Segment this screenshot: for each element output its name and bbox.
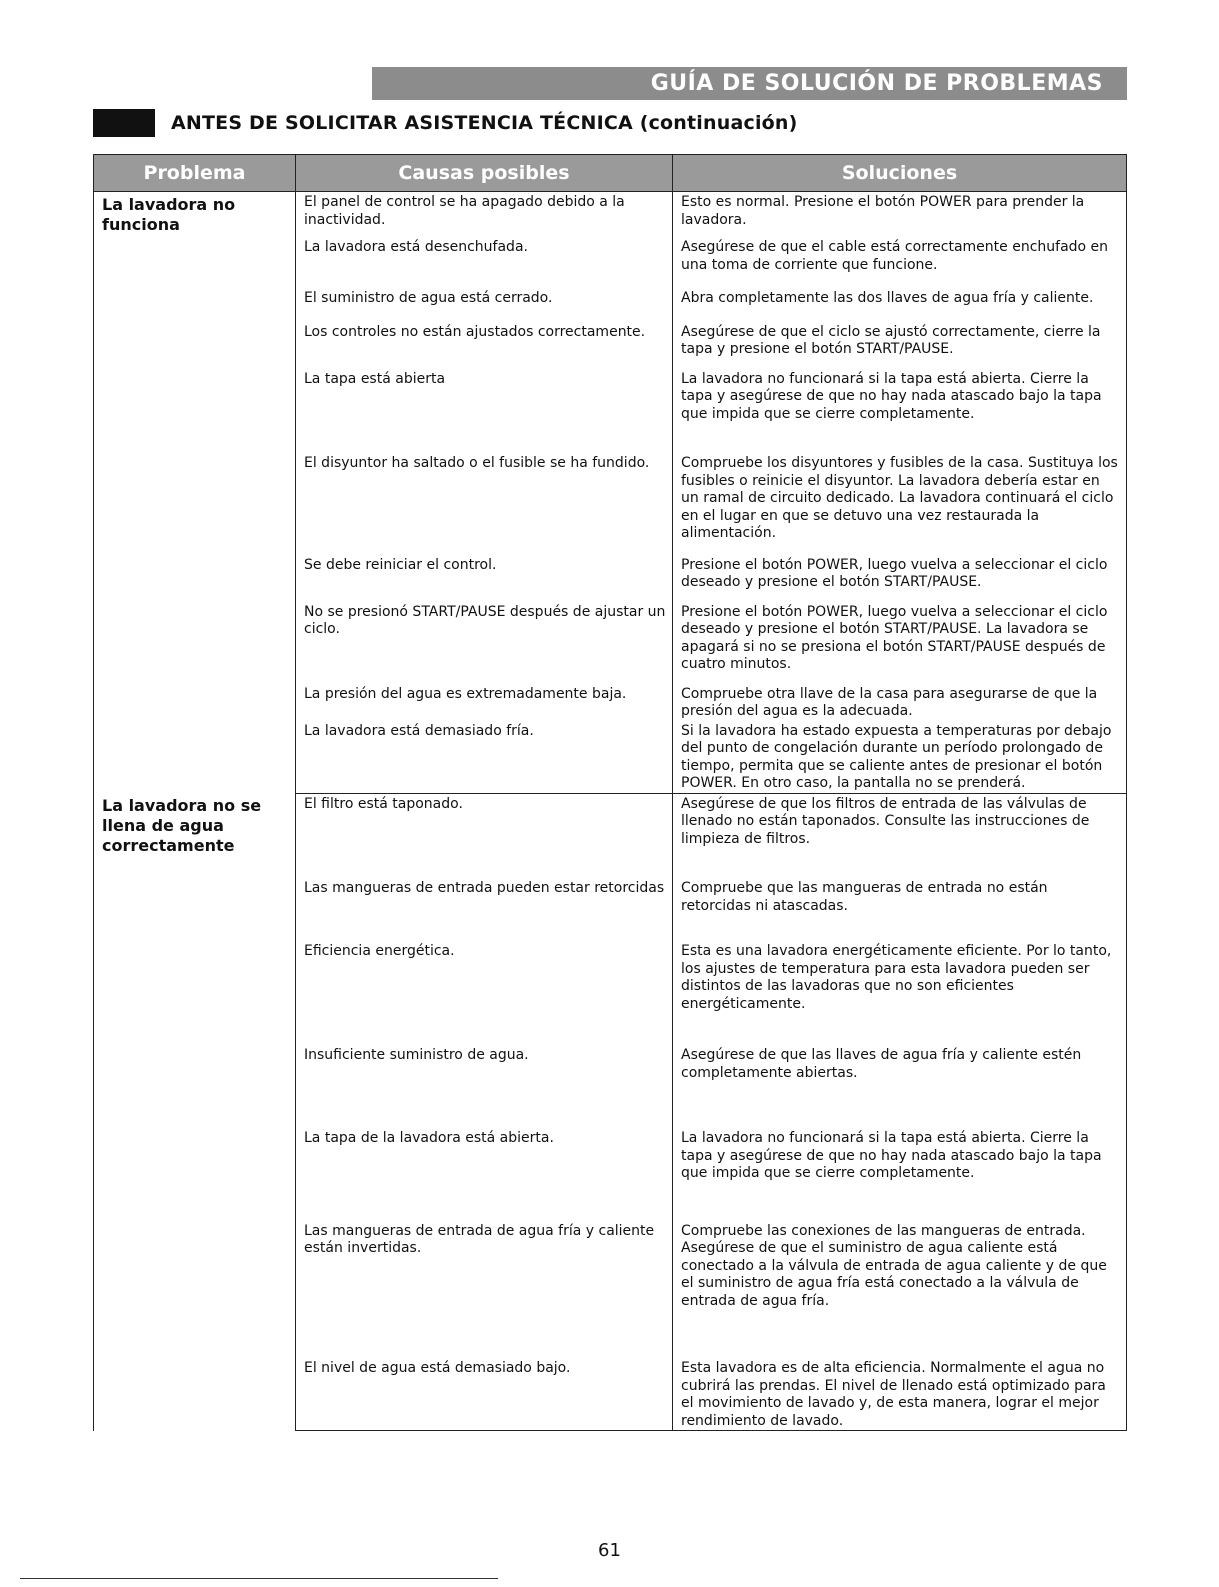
table-row bbox=[94, 192, 1127, 238]
solution-cell: La lavadora no funcionará si la tapa está abierta. Cierre la tapa y asegúrese de que no hay nada atascado bajo la tapa que impida que se cierre completamente. bbox=[673, 369, 1127, 454]
solution-cell: Asegúrese de que el ciclo se ajustó correctamente, cierre la tapa y presione el botón START/PAUSE. bbox=[673, 322, 1127, 369]
column-header-solutions: Soluciones bbox=[673, 155, 1127, 192]
heading-block bbox=[93, 108, 798, 138]
solution-cell: Compruebe otra llave de la casa para asegurarse de que la presión del agua es la adecuada. bbox=[673, 684, 1127, 721]
column-header-causes: Causas posibles bbox=[296, 155, 673, 192]
page-number: 61 bbox=[598, 1540, 621, 1561]
section-banner: GUÍA DE SOLUCIÓN DE PROBLEMAS bbox=[372, 67, 1127, 100]
cause-cell: La tapa de la lavadora está abierta. bbox=[296, 1128, 673, 1221]
solution-cell: Abra completamente las dos llaves de agua fría y caliente. bbox=[673, 288, 1127, 322]
solution-cell: Esta es una lavadora energéticamente eficiente. Por lo tanto, los ajustes de temperatura para esta lavadora pueden ser distintos de las lavadoras que no son eficientes energéticamente. bbox=[673, 941, 1127, 1045]
troubleshooting-table bbox=[93, 154, 1127, 1431]
solution-cell: Si la lavadora ha estado expuesta a temperaturas por debajo del punto de congelación durante un período prolongado de tiempo, permita que se caliente antes de presionar el botón POWER. En otro caso, la pantalla no se prenderá. bbox=[673, 721, 1127, 794]
table-header-row bbox=[94, 155, 1127, 192]
footer-rule bbox=[20, 1578, 498, 1579]
problem-cell: La lavadora no funciona bbox=[94, 192, 296, 794]
solution-cell: Presione el botón POWER, luego vuelva a seleccionar el ciclo deseado y presione el botón START/PAUSE. bbox=[673, 555, 1127, 602]
page-heading: ANTES DE SOLICITAR ASISTENCIA TÉCNICA (continuación) bbox=[171, 112, 798, 134]
solution-cell: Compruebe las conexiones de las mangueras de entrada. Asegúrese de que el suministro de agua caliente está conectado a la válvula de entrada de agua caliente y de que el suministro de agua fría está conectado a la válvula de entrada de agua fría. bbox=[673, 1221, 1127, 1359]
cause-cell: El nivel de agua está demasiado bajo. bbox=[296, 1358, 673, 1431]
solution-cell: Asegúrese de que el cable está correctamente enchufado en una toma de corriente que funcione. bbox=[673, 237, 1127, 288]
cause-cell: La tapa está abierta bbox=[296, 369, 673, 454]
heading-bar bbox=[93, 109, 155, 137]
cause-cell: No se presionó START/PAUSE después de ajustar un ciclo. bbox=[296, 602, 673, 684]
cause-cell: El disyuntor ha saltado o el fusible se ha fundido. bbox=[296, 453, 673, 555]
cause-cell: La lavadora está desenchufada. bbox=[296, 237, 673, 288]
cause-cell: La lavadora está demasiado fría. bbox=[296, 721, 673, 794]
cause-cell: Las mangueras de entrada de agua fría y caliente están invertidas. bbox=[296, 1221, 673, 1359]
solution-cell: La lavadora no funcionará si la tapa está abierta. Cierre la tapa y asegúrese de que no hay nada atascado bajo la tapa que impida que se cierre completamente. bbox=[673, 1128, 1127, 1221]
cause-cell: Insuficiente suministro de agua. bbox=[296, 1045, 673, 1128]
column-header-problem: Problema bbox=[94, 155, 296, 192]
cause-cell: Los controles no están ajustados correctamente. bbox=[296, 322, 673, 369]
cause-cell: El filtro está taponado. bbox=[296, 793, 673, 878]
solution-cell: Asegúrese de que las llaves de agua fría y caliente estén completamente abiertas. bbox=[673, 1045, 1127, 1128]
table-body bbox=[94, 192, 1127, 1431]
cause-cell: Eficiencia energética. bbox=[296, 941, 673, 1045]
cause-cell: El suministro de agua está cerrado. bbox=[296, 288, 673, 322]
cause-cell: La presión del agua es extremadamente baja. bbox=[296, 684, 673, 721]
solution-cell: Esta lavadora es de alta eficiencia. Normalmente el agua no cubrirá las prendas. El nivel de llenado está optimizado para el movimiento de lavado y, de esta manera, lograr el mejor rendimiento de lavado. bbox=[673, 1358, 1127, 1431]
cause-cell: El panel de control se ha apagado debido a la inactividad. bbox=[296, 192, 673, 238]
solution-cell: Presione el botón POWER, luego vuelva a seleccionar el ciclo deseado y presione el botón START/PAUSE. La lavadora se apagará si no se presiona el botón START/PAUSE después de cuatro minutos. bbox=[673, 602, 1127, 684]
table-row bbox=[94, 793, 1127, 878]
solution-cell: Compruebe que las mangueras de entrada no están retorcidas ni atascadas. bbox=[673, 878, 1127, 941]
cause-cell: Se debe reiniciar el control. bbox=[296, 555, 673, 602]
cause-cell: Las mangueras de entrada pueden estar retorcidas bbox=[296, 878, 673, 941]
solution-cell: Compruebe los disyuntores y fusibles de la casa. Sustituya los fusibles o reinicie el disyuntor. La lavadora debería estar en un ramal de circuito dedicado. La lavadora continuará el ciclo en el lugar en que se detuvo una vez restaurada la alimentación. bbox=[673, 453, 1127, 555]
solution-cell: Esto es normal. Presione el botón POWER para prender la lavadora. bbox=[673, 192, 1127, 238]
problem-cell: La lavadora no se llena de agua correctamente bbox=[94, 793, 296, 1431]
solution-cell: Asegúrese de que los filtros de entrada de las válvulas de llenado no están taponados. Consulte las instrucciones de limpieza de filtros. bbox=[673, 793, 1127, 878]
